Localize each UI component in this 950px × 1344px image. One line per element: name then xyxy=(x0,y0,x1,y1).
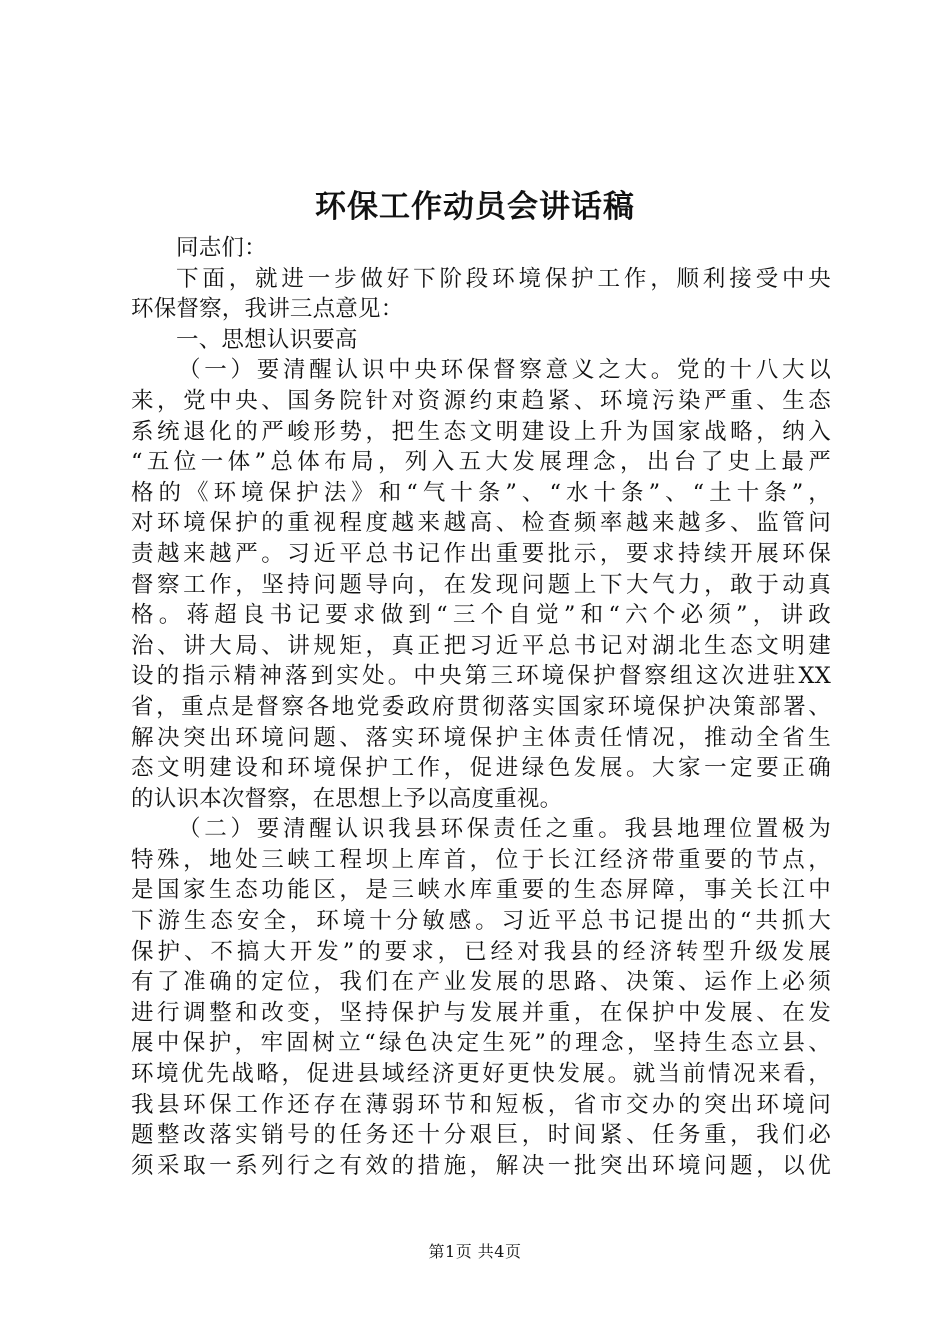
paragraph-line: 格的《环境保护法》和“气十条”、“水十条”、“土十条”， xyxy=(131,479,831,506)
paragraph-line: 对环境保护的重视程度越来越高、检查频率越来越多、监管问 xyxy=(131,510,831,537)
salutation-line: 同志们： xyxy=(176,235,267,261)
section-heading: 一、思想认识要高 xyxy=(176,326,358,353)
paragraph-line: 格。蒋超良书记要求做到“三个自觉”和“六个必须”，讲政 xyxy=(131,602,831,629)
paragraph-line: 须采取一系列行之有效的措施，解决一批突出环境问题，以优 xyxy=(131,1152,831,1179)
paragraph-line: 保护、不搞大开发”的要求，已经对我县的经济转型升级发展 xyxy=(131,938,831,965)
paragraph-line: 省，重点是督察各地党委政府贯彻落实国家环境保护决策部署、 xyxy=(131,693,831,720)
paragraph-line: 来，党中央、国务院针对资源约束趋紧、环境污染严重、生态 xyxy=(131,387,831,414)
paragraph-line: 督察工作，坚持问题导向，在发现问题上下大气力，敢于动真 xyxy=(131,571,831,598)
paragraph-line: （二）要清醒认识我县环保责任之重。我县地理位置极为 xyxy=(178,816,831,843)
paragraph-line: 我县环保工作还存在薄弱环节和短板，省市交办的突出环境问 xyxy=(131,1091,831,1118)
paragraph-line: 特殊，地处三峡工程坝上库首，位于长江经济带重要的节点， xyxy=(131,846,831,873)
paragraph-line: 责越来越严。习近平总书记作出重要批示，要求持续开展环保 xyxy=(131,540,831,567)
paragraph-line: 题整改落实销号的任务还十分艰巨，时间紧、任务重，我们必 xyxy=(131,1122,831,1149)
paragraph-line: 治、讲大局、讲规矩，真正把习近平总书记对湖北生态文明建 xyxy=(131,632,831,659)
paragraph-line: 下面，就进一步做好下阶段环境保护工作，顺利接受中央 xyxy=(176,265,831,292)
paragraph-line: “五位一体”总体布局，列入五大发展理念，出台了史上最严 xyxy=(131,449,831,476)
paragraph-line: 环境优先战略，促进县域经济更好更快发展。就当前情况来看， xyxy=(131,1061,831,1088)
paragraph-line: 设的指示精神落到实处。中央第三环境保护督察组这次进驻XX xyxy=(131,663,831,690)
paragraph-line: 展中保护，牢固树立“绿色决定生死”的理念，坚持生态立县、 xyxy=(131,1030,831,1057)
paragraph-line: 系统退化的严峻形势，把生态文明建设上升为国家战略，纳入 xyxy=(131,418,831,445)
paragraph-line: 环保督察，我讲三点意见： xyxy=(131,296,404,323)
document-title: 环保工作动员会讲话稿 xyxy=(315,189,635,225)
paragraph-line: 有了准确的定位，我们在产业发展的思路、决策、运作上必须 xyxy=(131,969,831,996)
paragraph-line: 解决突出环境问题、落实环境保护主体责任情况，推动全省生 xyxy=(131,724,831,751)
paragraph-line: 态文明建设和环境保护工作，促进绿色发展。大家一定要正确 xyxy=(131,755,831,782)
page-number-footer: 第1页 共4页 xyxy=(428,1242,522,1261)
paragraph-line: （一）要清醒认识中央环保督察意义之大。党的十八大以 xyxy=(178,357,831,384)
paragraph-line: 进行调整和改变，坚持保护与发展并重，在保护中发展、在发 xyxy=(131,999,831,1026)
paragraph-line: 的认识本次督察，在思想上予以高度重视。 xyxy=(131,785,563,812)
paragraph-line: 下游生态安全，环境十分敏感。习近平总书记提出的“共抓大 xyxy=(131,908,831,935)
paragraph-line: 是国家生态功能区，是三峡水库重要的生态屏障，事关长江中 xyxy=(131,877,831,904)
document-body xyxy=(131,233,831,1181)
